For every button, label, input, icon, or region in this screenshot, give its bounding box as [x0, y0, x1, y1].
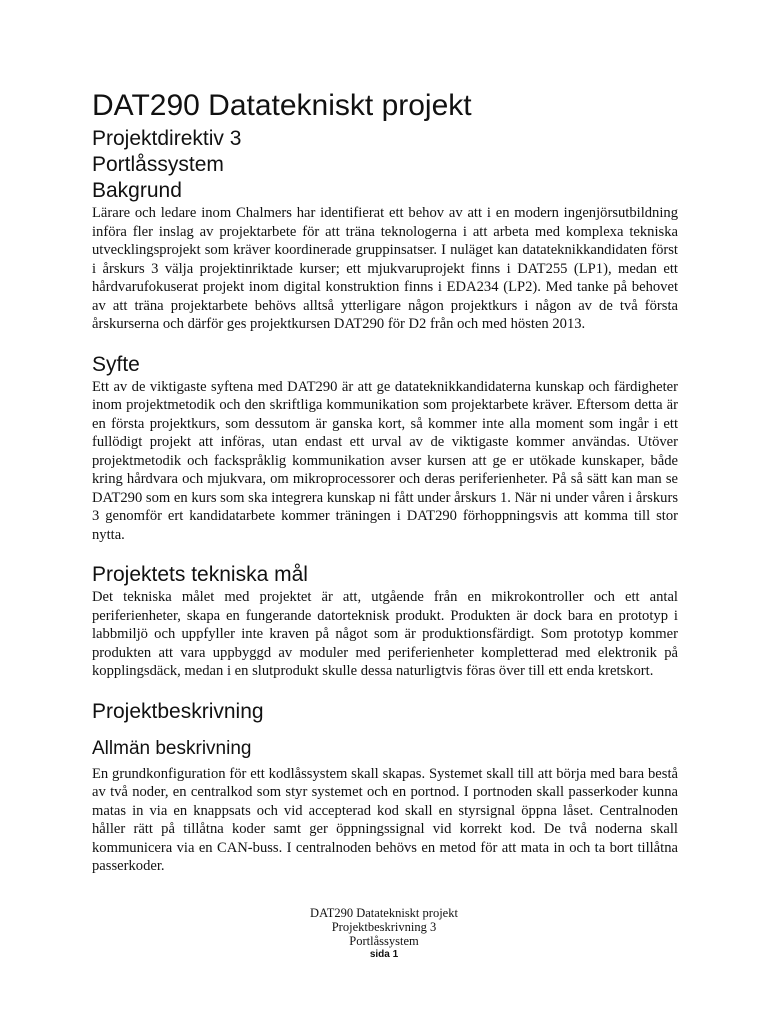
subsection-body-allman-beskrivning: En grundkonfiguration för ett kodlåssystem skall skapas. Systemet skall till att börja med bara bestå av två noder, en centralkod som styr systemet och en portnod. I portnoden skall passerkoder kunna matas in via en knappsats och vid accepterad kod skall en styrsignal öppna låset. Centralnoden håller rätt på tillåtna koder samt ger öppningssignal vid korrekt kod. De två noderna skall kommunicera via en CAN-buss. I centralnoden behövs en metod för att mata in och ta bort tillåtna passerkoder.: [92, 765, 678, 874]
page-content: [92, 88, 678, 876]
footer-description: Projektbeskrivning 3: [331, 920, 437, 934]
footer-page-number: sida 1: [369, 949, 399, 960]
document-subtitle-system: Portlåssystem: [92, 153, 224, 176]
page-footer: [0, 906, 768, 962]
document-title: DAT290 Datatekniskt projekt: [92, 89, 472, 122]
document-subtitle-directive: Projektdirektiv 3: [92, 127, 242, 150]
subsection-heading-allman-beskrivning: Allmän beskrivning: [92, 737, 252, 759]
section-body-bakgrund: Lärare och ledare inom Chalmers har identifierat ett behov av att i en modern ingenjörsutbildning införa fler inslag av projektarbete för att träna teknologerna i att arbeta med komplexa tekniska utvecklingsprojekt som kräver koordinerade gruppinsatser. I nuläget kan datateknikkandidaten först i årskurs 3 välja projektinriktade kurser; ett mjukvaruprojekt finns i DAT255 (LP1), medan ett hårdvarufokuserat projekt inom digital konstruktion finns i EDA234 (LP2). Med tanke på behovet av att träna projektarbete behövs alltså ytterligare någon projektkurs i någon av de två första årskurserna och därför ges projektkursen DAT290 för D2 från och med hösten 2013.: [92, 205, 678, 332]
section-heading-tekniska-mal: Projektets tekniska mål: [92, 563, 308, 586]
section-heading-bakgrund: Bakgrund: [92, 179, 182, 202]
footer-course-title: DAT290 Datatekniskt projekt: [310, 906, 458, 920]
footer-system: Portlåssystem: [349, 934, 419, 948]
section-heading-projektbeskrivning: Projektbeskrivning: [92, 699, 264, 723]
section-body-syfte: Ett av de viktigaste syftena med DAT290 är att ge datateknikkandidaterna kunskap och färdigheter inom projektmetodik och den skriftliga kommunikation som projektarbete kräver. Eftersom detta är en första projektkurs, som dessutom är ganska kort, så kommer inte alla moment som ingår i ett fullödigt projekt att införas, utan endast ett urval av de viktigaste kommer användas. Utöver projektmetodik och fackspråklig kommunikation avser kursen att ge er utökade kunskaper, både kring hårdvara och mjukvara, om mikroprocessorer och deras periferienheter. På så sätt kan man se DAT290 som en kurs som ska integrera kunskap ni fått under årskurs 1. När ni under våren i årskurs 3 genomför ert kandidatarbete kommer träningen i DAT290 förhoppningsvis att komma till stor nytta.: [92, 378, 678, 543]
section-heading-syfte: Syfte: [92, 352, 140, 376]
section-body-tekniska-mal: Det tekniska målet med projektet är att, utgående från en mikrokontroller och ett antal periferienheter, skapa en fungerande datorteknisk produkt. Produkten är dock bara en prototyp i labbmiljö och uppfyller inte kraven på något som är produktionsfärdigt. Som prototyp kommer produkten att vara uppbyggd av moduler med periferienheter kompletterad med elektronik på kopplingsdäck, medan i en slutprodukt skulle dessa naturligtvis föras över till ett enda kretskort.: [92, 589, 678, 679]
